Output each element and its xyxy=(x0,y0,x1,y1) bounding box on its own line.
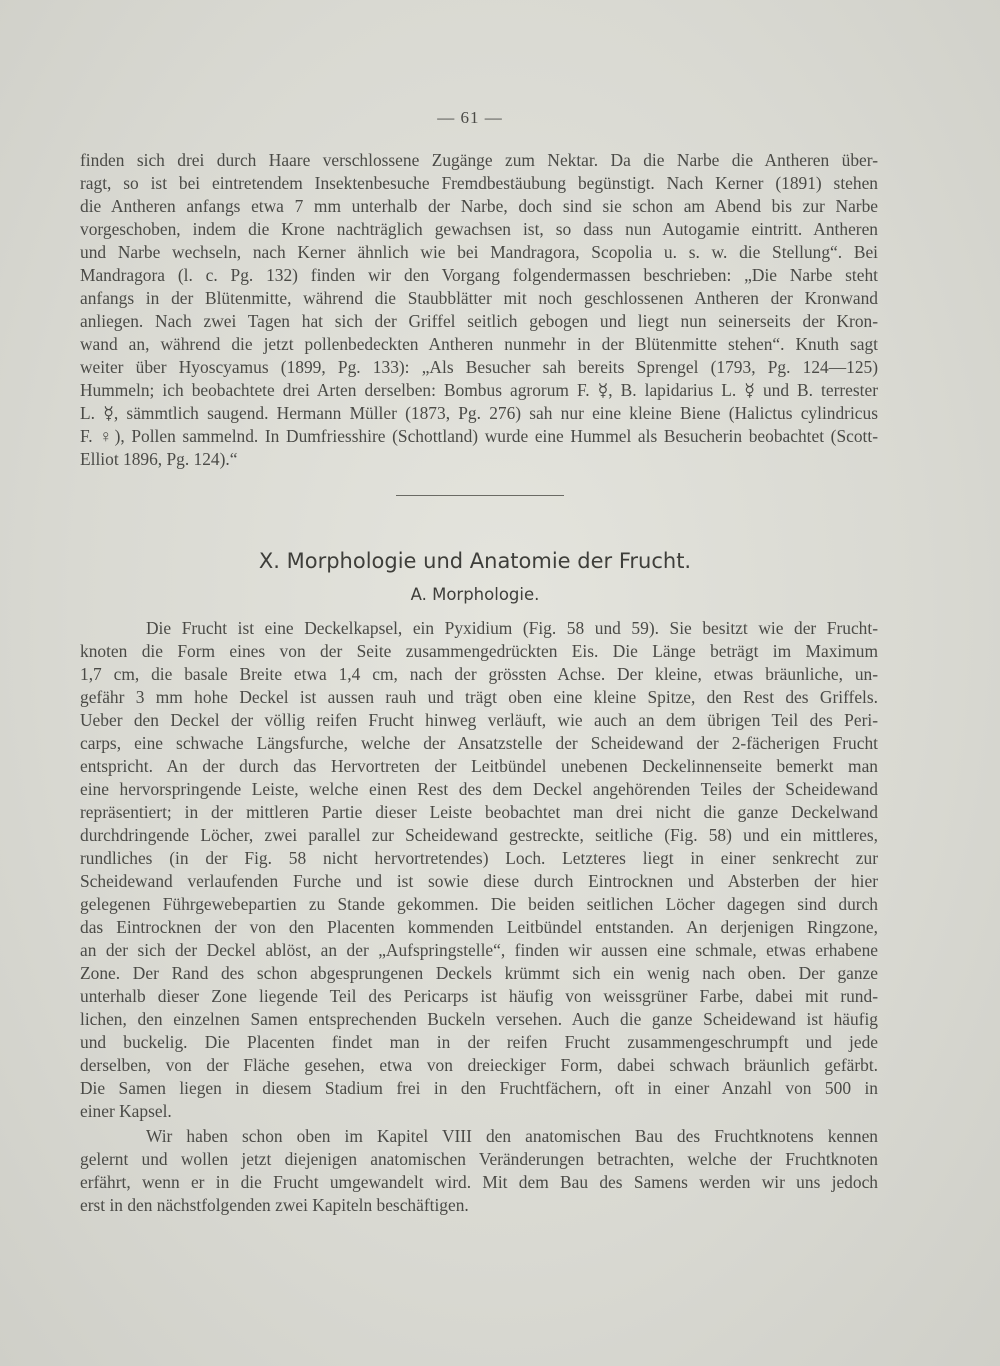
intro-paragraph xyxy=(80,149,878,471)
text-line: Die Frucht ist eine Deckelkapsel, ein Pyxidium (Fig. 58 und 59). Sie besitzt wie der Frucht- xyxy=(146,618,878,638)
text-line: an der sich der Deckel ablöst, an der „Aufspringstelle“, finden wir aussen eine schmale, etwas erhabene xyxy=(80,940,878,960)
text-line: Wir haben schon oben im Kapitel VIII den anatomischen Bau des Fruchtknotens kennen xyxy=(146,1126,878,1146)
text-line: wand an, während die jetzt pollenbedeckten Antheren nunmehr in der Blütenmitte stehen“. Knuth sagt xyxy=(80,334,878,354)
text-line: gelernt und wollen jetzt diejenigen anatomischen Veränderungen betrachten, welche der Fruchtknoten xyxy=(80,1149,878,1169)
text-line: ragt, so ist bei eintretendem Insektenbesuche Fremdbestäubung begünstigt. Nach Kerner (1891) stehen xyxy=(80,173,878,193)
text-line: Scheidewand verlaufenden Furche und ist sowie diese durch Eintrocknen und Absterben der hier xyxy=(80,871,878,891)
text-line: lichen, den einzelnen Samen entsprechenden Buckeln versehen. Auch die ganze Scheidewand ist häufig xyxy=(80,1009,878,1029)
text-line: Mandragora (l. c. Pg. 132) finden wir den Vorgang folgendermassen beschrieben: „Die Narbe steht xyxy=(80,265,878,285)
text-line: und buckelig. Die Placenten findet man in der reifen Frucht zusammengeschrumpft und jede xyxy=(80,1032,878,1052)
text-line: knoten die Form eines von der Seite zusammengedrückten Eis. Die Länge beträgt im Maximum xyxy=(80,641,878,661)
text-line: die Antheren anfangs etwa 7 mm unterhalb der Narbe, doch sind sie schon am Abend bis zur Narbe xyxy=(80,196,878,216)
chapter-title: X. Morphologie und Anatomie der Frucht. xyxy=(258,549,692,573)
page-number: — 61 — xyxy=(437,108,503,127)
text-line: gefähr 3 mm hohe Deckel ist aussen rauh und trägt oben eine kleine Spitze, den Rest des Griffels. xyxy=(80,687,878,707)
text-line: unterhalb dieser Zone liegende Teil des Pericarps ist häufig von weissgrüner Farbe, dabei mit rund- xyxy=(80,986,878,1006)
anatomy-intro-paragraph xyxy=(80,1125,878,1217)
morphology-paragraph xyxy=(80,617,878,1123)
text-line: Hummeln; ich beobachtete drei Arten derselben: Bombus agrorum F. ☿, B. lapidarius L. ☿ und B. terrester xyxy=(80,380,878,400)
text-line: eine hervorspringende Leiste, welche einen Rest des dem Deckel angehörenden Teiles der Scheidewand xyxy=(80,779,878,799)
text-line: Ueber den Deckel der völlig reifen Frucht hinweg verläuft, wie auch an dem übrigen Teil des Peri- xyxy=(80,710,878,730)
text-line: weiter über Hyoscyamus (1899, Pg. 133): „Als Besucher sah bereits Sprengel (1793, Pg. 124—125) xyxy=(80,357,878,377)
text-line: das Eintrocknen der von den Placenten kommenden Leitbündel entstanden. An derjenigen Ringzone, xyxy=(80,917,878,937)
text-line: entspricht. An der durch das Hervortreten der Leitbündel unebenen Deckelinnenseite bemerkt man xyxy=(80,756,878,776)
text-line: repräsentiert; in der mittleren Partie dieser Leiste beobachtet man drei nicht die ganze Deckelwand xyxy=(80,802,878,822)
section-divider xyxy=(396,495,564,496)
text-line: rundliches (in der Fig. 58 nicht hervortretendes) Loch. Letzteres liegt in einer senkrecht zur xyxy=(80,848,878,868)
text-line: Elliot 1896, Pg. 124).“ xyxy=(80,449,238,469)
text-line: erfährt, wenn er in die Frucht umgewandelt wird. Mit dem Bau des Samens werden wir uns jedoch xyxy=(80,1172,878,1192)
text-line: erst in den nächstfolgenden zwei Kapiteln beschäftigen. xyxy=(80,1195,469,1215)
text-line: L. ☿, sämmtlich saugend. Hermann Müller (1873, Pg. 276) sah nur eine kleine Biene (Halictus cylindricus xyxy=(80,403,878,423)
text-line: und Narbe wechseln, nach Kerner ähnlich wie bei Mandragora, Scopolia u. s. w. die Stellung“. Bei xyxy=(80,242,878,262)
text-line: derselben, von der Fläche gesehen, etwa von dreieckiger Form, dabei schwach bräunlich gefärbt. xyxy=(80,1055,878,1075)
text-line: anfangs in der Blütenmitte, während die Staubblätter mit noch geschlossenen Antheren der Kronwand xyxy=(80,288,878,308)
text-line: durchdringende Löcher, zwei parallel zur Scheidewand gestreckte, seitliche (Fig. 58) und ein mittleres, xyxy=(80,825,878,845)
text-line: anliegen. Nach zwei Tagen hat sich der Griffel seitlich gebogen und liegt nun seinerseits der Kron- xyxy=(80,311,878,331)
text-line: carps, eine schwache Längsfurche, welche der Ansatzstelle der Scheidewand der 2-fächerigen Frucht xyxy=(80,733,878,753)
text-line: vorgeschoben, indem die Krone nachträglich gewachsen ist, so dass nun Autogamie eintritt. Antheren xyxy=(80,219,878,239)
text-line: Die Samen liegen in diesem Stadium frei in den Fruchtfächern, oft in einer Anzahl von 500 in xyxy=(80,1078,878,1098)
text-line: einer Kapsel. xyxy=(80,1101,172,1121)
text-line: Zone. Der Rand des schon abgesprungenen Deckels krümmt sich ein wenig nach oben. Der ganze xyxy=(80,963,878,983)
text-line: 1,7 cm, die basale Breite etwa 1,4 cm, nach der grössten Achse. Der kleine, etwas bräunliche, un- xyxy=(80,664,878,684)
text-line: F. ♀), Pollen sammelnd. In Dumfriesshire (Schottland) wurde eine Hummel als Besucherin beobachtet (Scott- xyxy=(80,426,878,446)
section-title: A. Morphologie. xyxy=(410,585,540,604)
text-line: gelegenen Führgewebepartien zu Stande gekommen. Die beiden seitlichen Löcher dagegen sind durch xyxy=(80,894,878,914)
text-line: finden sich drei durch Haare verschlossene Zugänge zum Nektar. Da die Narbe die Antheren über- xyxy=(80,150,878,170)
